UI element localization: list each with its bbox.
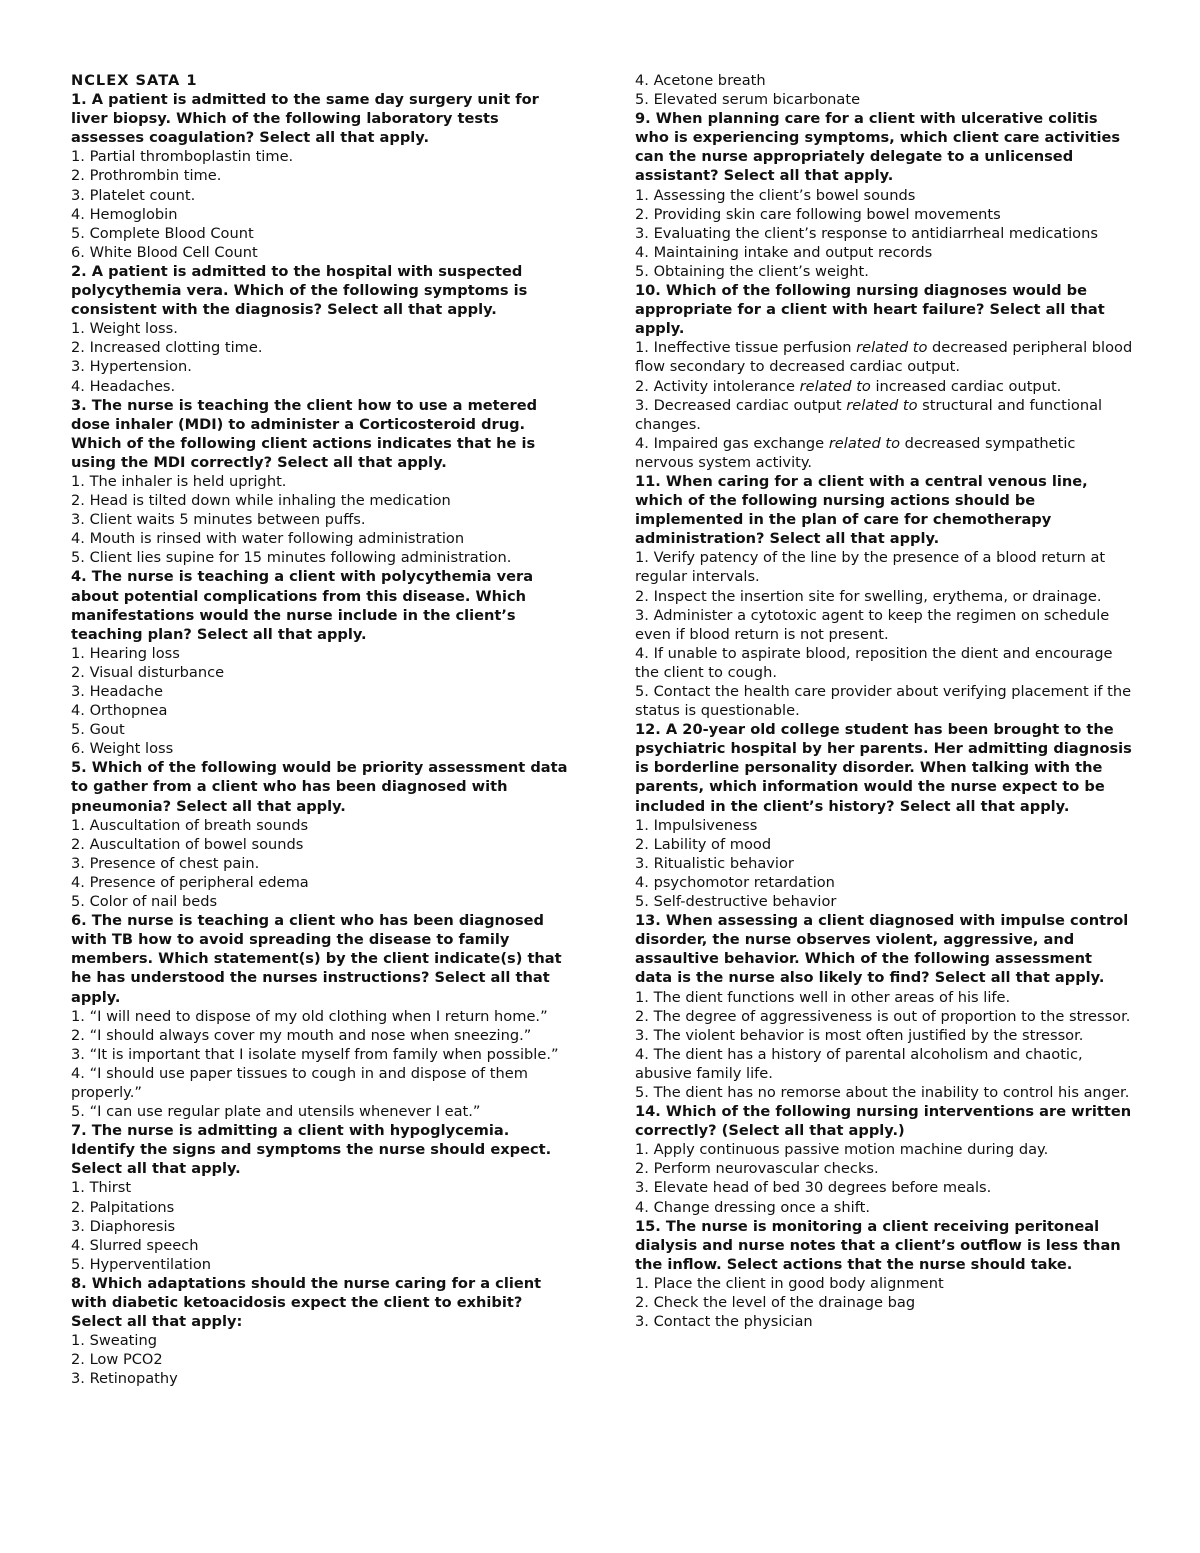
answer-option — [635, 338, 1133, 376]
answer-option: 5. “I can use regular plate and utensils whenever I eat.” — [71, 1103, 481, 1121]
answer-option: 3. Presence of chest pain. — [71, 854, 260, 872]
question-text: 2. A patient is admitted to the hospital with suspected polycythemia vera. Which of the following symptoms is consistent with the diagnosis? Select all that apply. — [71, 262, 528, 319]
answer-option: 1. Auscultation of breath sounds — [71, 816, 309, 834]
answer-option: 1. Apply continuous passive motion machine during day. — [635, 1141, 1049, 1159]
option-emphasis: related to — [846, 396, 918, 414]
answer-option — [635, 377, 1133, 396]
answer-option: 3. Evaluating the client’s response to antidiarrheal medications — [635, 224, 1098, 242]
answer-option: 3. Platelet count. — [71, 186, 196, 204]
answer-option: 3. Ritualistic behavior — [635, 854, 794, 872]
answer-option: 3. Hypertension. — [71, 358, 192, 376]
option-text-part: decreased sympathetic nervous system activity. — [635, 434, 1076, 471]
answer-option: 2. Auscultation of bowel sounds — [71, 835, 304, 853]
answer-option: 2. Providing skin care following bowel movements — [635, 205, 1001, 223]
question-text: 10. Which of the following nursing diagnoses would be appropriate for a client with heart failure? Select all that apply. — [635, 282, 1105, 338]
left-column — [71, 71, 571, 1388]
answer-option: 2. The degree of aggressiveness is out of proportion to the stressor. — [635, 1007, 1131, 1025]
option-emphasis: related to — [856, 339, 928, 357]
question-text: 14. Which of the following nursing interventions are written correctly? (Select all that apply.) — [635, 1103, 1132, 1140]
answer-option: 1. “I will need to dispose of my old clothing when I return home.” — [71, 1007, 548, 1025]
answer-option: 5. Color of nail beds — [71, 893, 218, 911]
answer-option: 2. Visual disturbance — [71, 663, 225, 681]
answer-option — [635, 434, 1133, 472]
option-emphasis: related to — [799, 377, 871, 395]
answer-option: 4. psychomotor retardation — [635, 873, 835, 891]
option-text-part: 1. Ineffective tissue perfusion — [635, 339, 857, 357]
answer-option: 2. Inspect the insertion site for swelling, erythema, or drainage. — [635, 587, 1102, 605]
question-text: 13. When assessing a client diagnosed with impulse control disorder, the nurse observes violent, aggressive, and assaultive behavior. Which of the following assessment data is the nurse also likely to find? Select all that apply. — [635, 912, 1129, 987]
answer-option: 3. Elevate head of bed 30 degrees before meals. — [635, 1179, 992, 1197]
question-text: 6. The nurse is teaching a client who has been diagnosed with TB how to avoid spreading the disease to family members. Which statement(s) by the client indicate(s) that he has understood the nurses instructions? Select all that apply. — [71, 912, 562, 1006]
answer-option: 1. Verify patency of the line by the presence of a blood return at regular intervals. — [635, 549, 1106, 586]
answer-option: 1. Sweating — [71, 1332, 157, 1350]
answer-option: 4. Acetone breath — [635, 72, 766, 89]
answer-option: 5. Elevated serum bicarbonate — [635, 91, 861, 109]
answer-option: 3. “It is important that I isolate myself from family when possible.” — [71, 1045, 559, 1063]
answer-option: 2. Head is tilted down while inhaling the medication — [71, 492, 451, 510]
answer-option — [635, 396, 1133, 434]
question-text: 11. When caring for a client with a central venous line, which of the following nursing actions should be implemented in the plan of care for chemotherapy administration? Select all that apply. — [635, 472, 1088, 548]
answer-option: 3. Headache — [71, 683, 163, 700]
answer-option: 2. Low PCO2 — [71, 1351, 163, 1369]
answer-option: 3. Client waits 5 minutes between puffs. — [71, 511, 366, 529]
answer-option: 4. Change dressing once a shift. — [635, 1198, 870, 1216]
answer-option: 2. Check the level of the drainage bag — [635, 1294, 916, 1311]
question-text: 5. Which of the following would be priority assessment data to gather from a client who has been diagnosed with pneumonia? Select all that apply. — [71, 759, 568, 815]
answer-option: 2. Prothrombin time. — [71, 167, 222, 185]
option-emphasis: related to — [828, 434, 901, 452]
right-column — [635, 71, 1133, 1331]
right-column-items — [635, 71, 1133, 1331]
answer-option: 5. The dient has no remorse about the inability to control his anger. — [635, 1083, 1130, 1101]
answer-option: 5. Complete Blood Count — [71, 224, 254, 242]
answer-option: 2. “I should always cover my mouth and nose when sneezing.” — [71, 1026, 532, 1044]
answer-option: 3. Diaphoresis — [71, 1217, 176, 1235]
answer-option: 2. Lability of mood — [635, 835, 772, 853]
answer-option: 3. Retinopathy — [71, 1370, 178, 1388]
answer-option: 1. Thirst — [71, 1179, 132, 1197]
answer-option: 1. The dient functions well in other areas of his life. — [635, 988, 1011, 1006]
answer-option: 4. Hemoglobin — [71, 205, 178, 223]
answer-option: 1. Partial thromboplastin time. — [71, 148, 294, 166]
question-text: 15. The nurse is monitoring a client receiving peritoneal dialysis and nurse notes that a client’s outflow is less than the inflow. Select actions that the nurse should take. — [635, 1217, 1121, 1273]
answer-option: 3. Contact the physician — [635, 1313, 813, 1331]
answer-option: 4. Headaches. — [71, 377, 176, 395]
answer-option: 4. Mouth is rinsed with water following administration — [71, 530, 465, 548]
left-column-items — [71, 90, 571, 1388]
answer-option: 1. Weight loss. — [71, 320, 178, 338]
answer-option: 2. Perform neurovascular checks. — [635, 1160, 879, 1178]
option-text-part: structural and functional changes. — [635, 396, 1103, 433]
answer-option: 1. Hearing loss — [71, 644, 180, 662]
answer-option: 5. Self-destructive behavior — [635, 893, 837, 911]
option-text-part: 3. Decreased cardiac output — [635, 396, 847, 414]
answer-option: 1. Place the client in good body alignment — [635, 1274, 944, 1292]
option-text-part: increased cardiac output. — [870, 377, 1062, 395]
question-text: 3. The nurse is teaching the client how to use a metered dose inhaler (MDI) to administer a Corticosteroid drug. Which of the following client actions indicates that he is using the MDI correctly? Select all that apply. — [71, 396, 538, 471]
answer-option: 4. Maintaining intake and output records — [635, 243, 933, 261]
answer-option: 5. Client lies supine for 15 minutes following administration. — [71, 549, 512, 567]
question-text: 8. Which adaptations should the nurse caring for a client with diabetic ketoacidosis expect the client to exhibit? Select all that apply: — [71, 1274, 542, 1331]
answer-option: 4. “I should use paper tissues to cough in and dispose of them properly.” — [71, 1064, 528, 1101]
answer-option: 4. Orthopnea — [71, 702, 168, 720]
answer-option: 4. Slurred speech — [71, 1236, 199, 1254]
option-text-part: 2. Activity intolerance — [635, 377, 800, 395]
document-title: NCLEX SATA 1 — [71, 72, 198, 89]
answer-option: 5. Contact the health care provider about verifying placement if the status is questionable. — [635, 683, 1132, 720]
option-text-part: 4. Impaired gas exchange — [635, 434, 829, 452]
answer-option: 4. If unable to aspirate blood, reposition the dient and encourage the client to cough. — [635, 644, 1113, 681]
answer-option: 1. Assessing the client’s bowel sounds — [635, 186, 916, 204]
option-text-part: decreased peripheral blood flow secondary to decreased cardiac output. — [635, 339, 1133, 376]
answer-option: 3. Administer a cytotoxic agent to keep the regimen on schedule even if blood return is not present. — [635, 606, 1110, 643]
answer-option: 2. Increased clotting time. — [71, 339, 263, 357]
answer-option: 1. The inhaler is held upright. — [71, 472, 287, 490]
question-text: 7. The nurse is admitting a client with hypoglycemia. Identify the signs and symptoms the nurse should expect. Select all that apply. — [71, 1122, 552, 1178]
question-text: 1. A patient is admitted to the same day surgery unit for liver biopsy. Which of the following laboratory tests assesses coagulation? Select all that apply. — [71, 91, 539, 147]
answer-option: 5. Hyperventilation — [71, 1255, 212, 1273]
answer-option: 4. Presence of peripheral edema — [71, 873, 309, 891]
question-text: 4. The nurse is teaching a client with polycythemia vera about potential complications from this disease. Which manifestations would the nurse include in the client’s teaching plan? Select all that apply. — [71, 568, 534, 643]
answer-option: 5. Gout — [71, 721, 125, 739]
answer-option: 4. The dient has a history of parental alcoholism and chaotic, abusive family life. — [635, 1045, 1083, 1082]
answer-option: 3. The violent behavior is most often justified by the stressor. — [635, 1026, 1084, 1044]
answer-option: 1. Impulsiveness — [635, 816, 758, 834]
answer-option: 2. Palpitations — [71, 1198, 175, 1216]
answer-option: 5. Obtaining the client’s weight. — [635, 262, 869, 280]
answer-option: 6. Weight loss — [71, 740, 174, 758]
question-text: 9. When planning care for a client with ulcerative colitis who is experiencing symptoms, which client care activities can the nurse appropriately delegate to a unlicensed assistant? Select all that apply. — [635, 110, 1121, 185]
question-text: 12. A 20-year old college student has been brought to the psychiatric hospital by her parents. Her admitting diagnosis is borderline personality disorder. When talking with the parents, which information would the nurse expect to be included in the client’s history? Select all that apply. — [635, 721, 1132, 815]
answer-option: 6. White Blood Cell Count — [71, 243, 258, 261]
